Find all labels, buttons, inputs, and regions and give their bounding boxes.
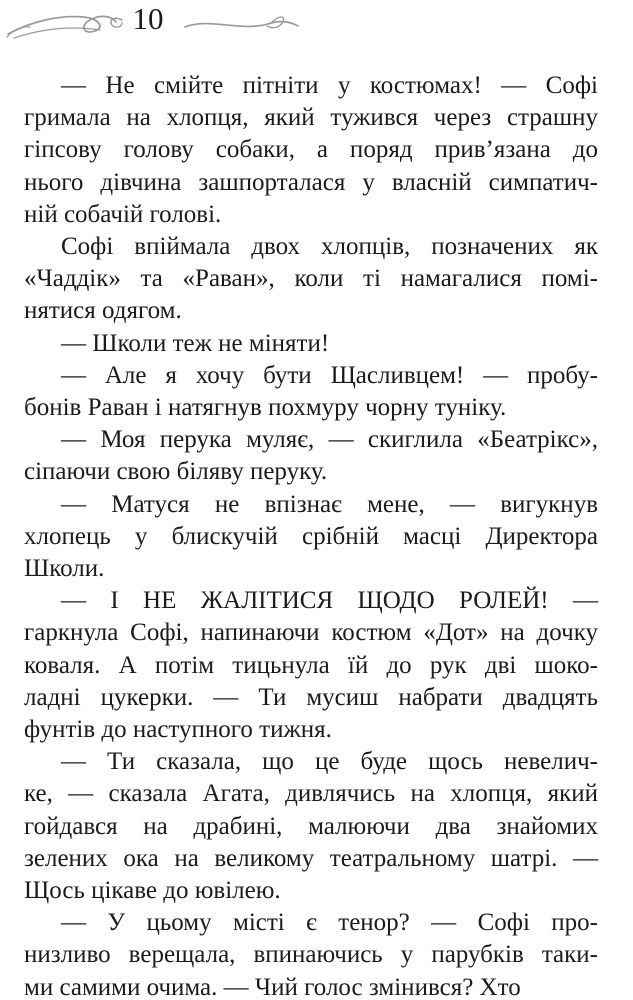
text-line: гойдався на драбині, малюючи два знайомих xyxy=(24,812,598,840)
text-line: — Школи теж не міняти! xyxy=(61,329,330,357)
paragraph xyxy=(24,907,598,1000)
text-line: ній собачій голові. xyxy=(24,200,222,228)
text-line: бонів Раван і натягнув похмуру чорну туніку. xyxy=(24,394,507,422)
text-line: ке, — сказала Агата, дивлячись на хлопця, який xyxy=(24,780,598,808)
page-header xyxy=(0,0,633,50)
text-line: — Але я хочу бути Щасливцем! — пробу- xyxy=(61,361,598,389)
text-line: зелених ока на великому театральному шатрі. — xyxy=(24,844,598,872)
text-line: — І НЕ ЖАЛІТИСЯ ЩОДО РОЛЕЙ! — xyxy=(61,587,598,615)
text-line: нятися одягом. xyxy=(24,297,182,325)
text-line: — Матуся не впізнає мене, — вигукнув xyxy=(61,490,598,518)
text-line: фунтів до наступного тижня. xyxy=(24,716,332,744)
text-line: «Чаддік» та «Раван», коли ті намагалися помі- xyxy=(24,265,598,293)
text-line: гаркнула Софі, напинаючи костюм «Дот» на дочку xyxy=(24,619,598,647)
paragraph xyxy=(24,231,598,328)
text-line: низливо верещала, впинаючись у парубків таки- xyxy=(24,941,598,969)
text-line: — У цьому місті є тенор? — Софі про- xyxy=(61,909,598,937)
paragraph xyxy=(24,424,598,488)
right-flourish-ornament xyxy=(183,10,301,38)
text-line: нього дівчина зашпорталася у власній симпатич- xyxy=(24,168,598,196)
text-line: ми самими очима. — Чий голос змінився? Хто xyxy=(24,973,521,1000)
text-line: Щось цікаве до ювілею. xyxy=(24,877,281,905)
text-line: ладні цукерки. — Ти мусиш набрати двадцять xyxy=(24,683,598,711)
paragraph xyxy=(24,328,598,360)
paragraph xyxy=(24,585,598,746)
left-flourish-ornament xyxy=(4,8,130,46)
text-line: Школи. xyxy=(24,555,105,583)
paragraph xyxy=(24,746,598,907)
text-line: — Не смійте пітніти у костюмах! — Софі xyxy=(61,72,598,99)
page-number: 10 xyxy=(132,1,164,36)
text-line: Софі впіймала двох хлопців, позначених як xyxy=(61,233,598,261)
text-line: — Ти сказала, що це буде щось невелич- xyxy=(61,748,598,776)
text-line: коваля. А потім тицьнула їй до рук дві шоко- xyxy=(24,651,598,679)
paragraph xyxy=(24,360,598,424)
paragraph xyxy=(24,70,598,231)
book-text xyxy=(24,70,598,1000)
text-line: — Моя перука муляє, — скиглила «Беатрікс», xyxy=(61,426,598,454)
paragraph xyxy=(24,489,598,586)
text-line: гримала на хлопця, який тужився через страшну xyxy=(24,104,598,132)
text-line: гіпсову голову собаки, а поряд прив’язана до xyxy=(24,136,598,164)
text-line: сіпаючи свою біляву перуку. xyxy=(24,458,328,486)
text-line: хлопець у блискучій срібній масці Директора xyxy=(24,522,598,550)
